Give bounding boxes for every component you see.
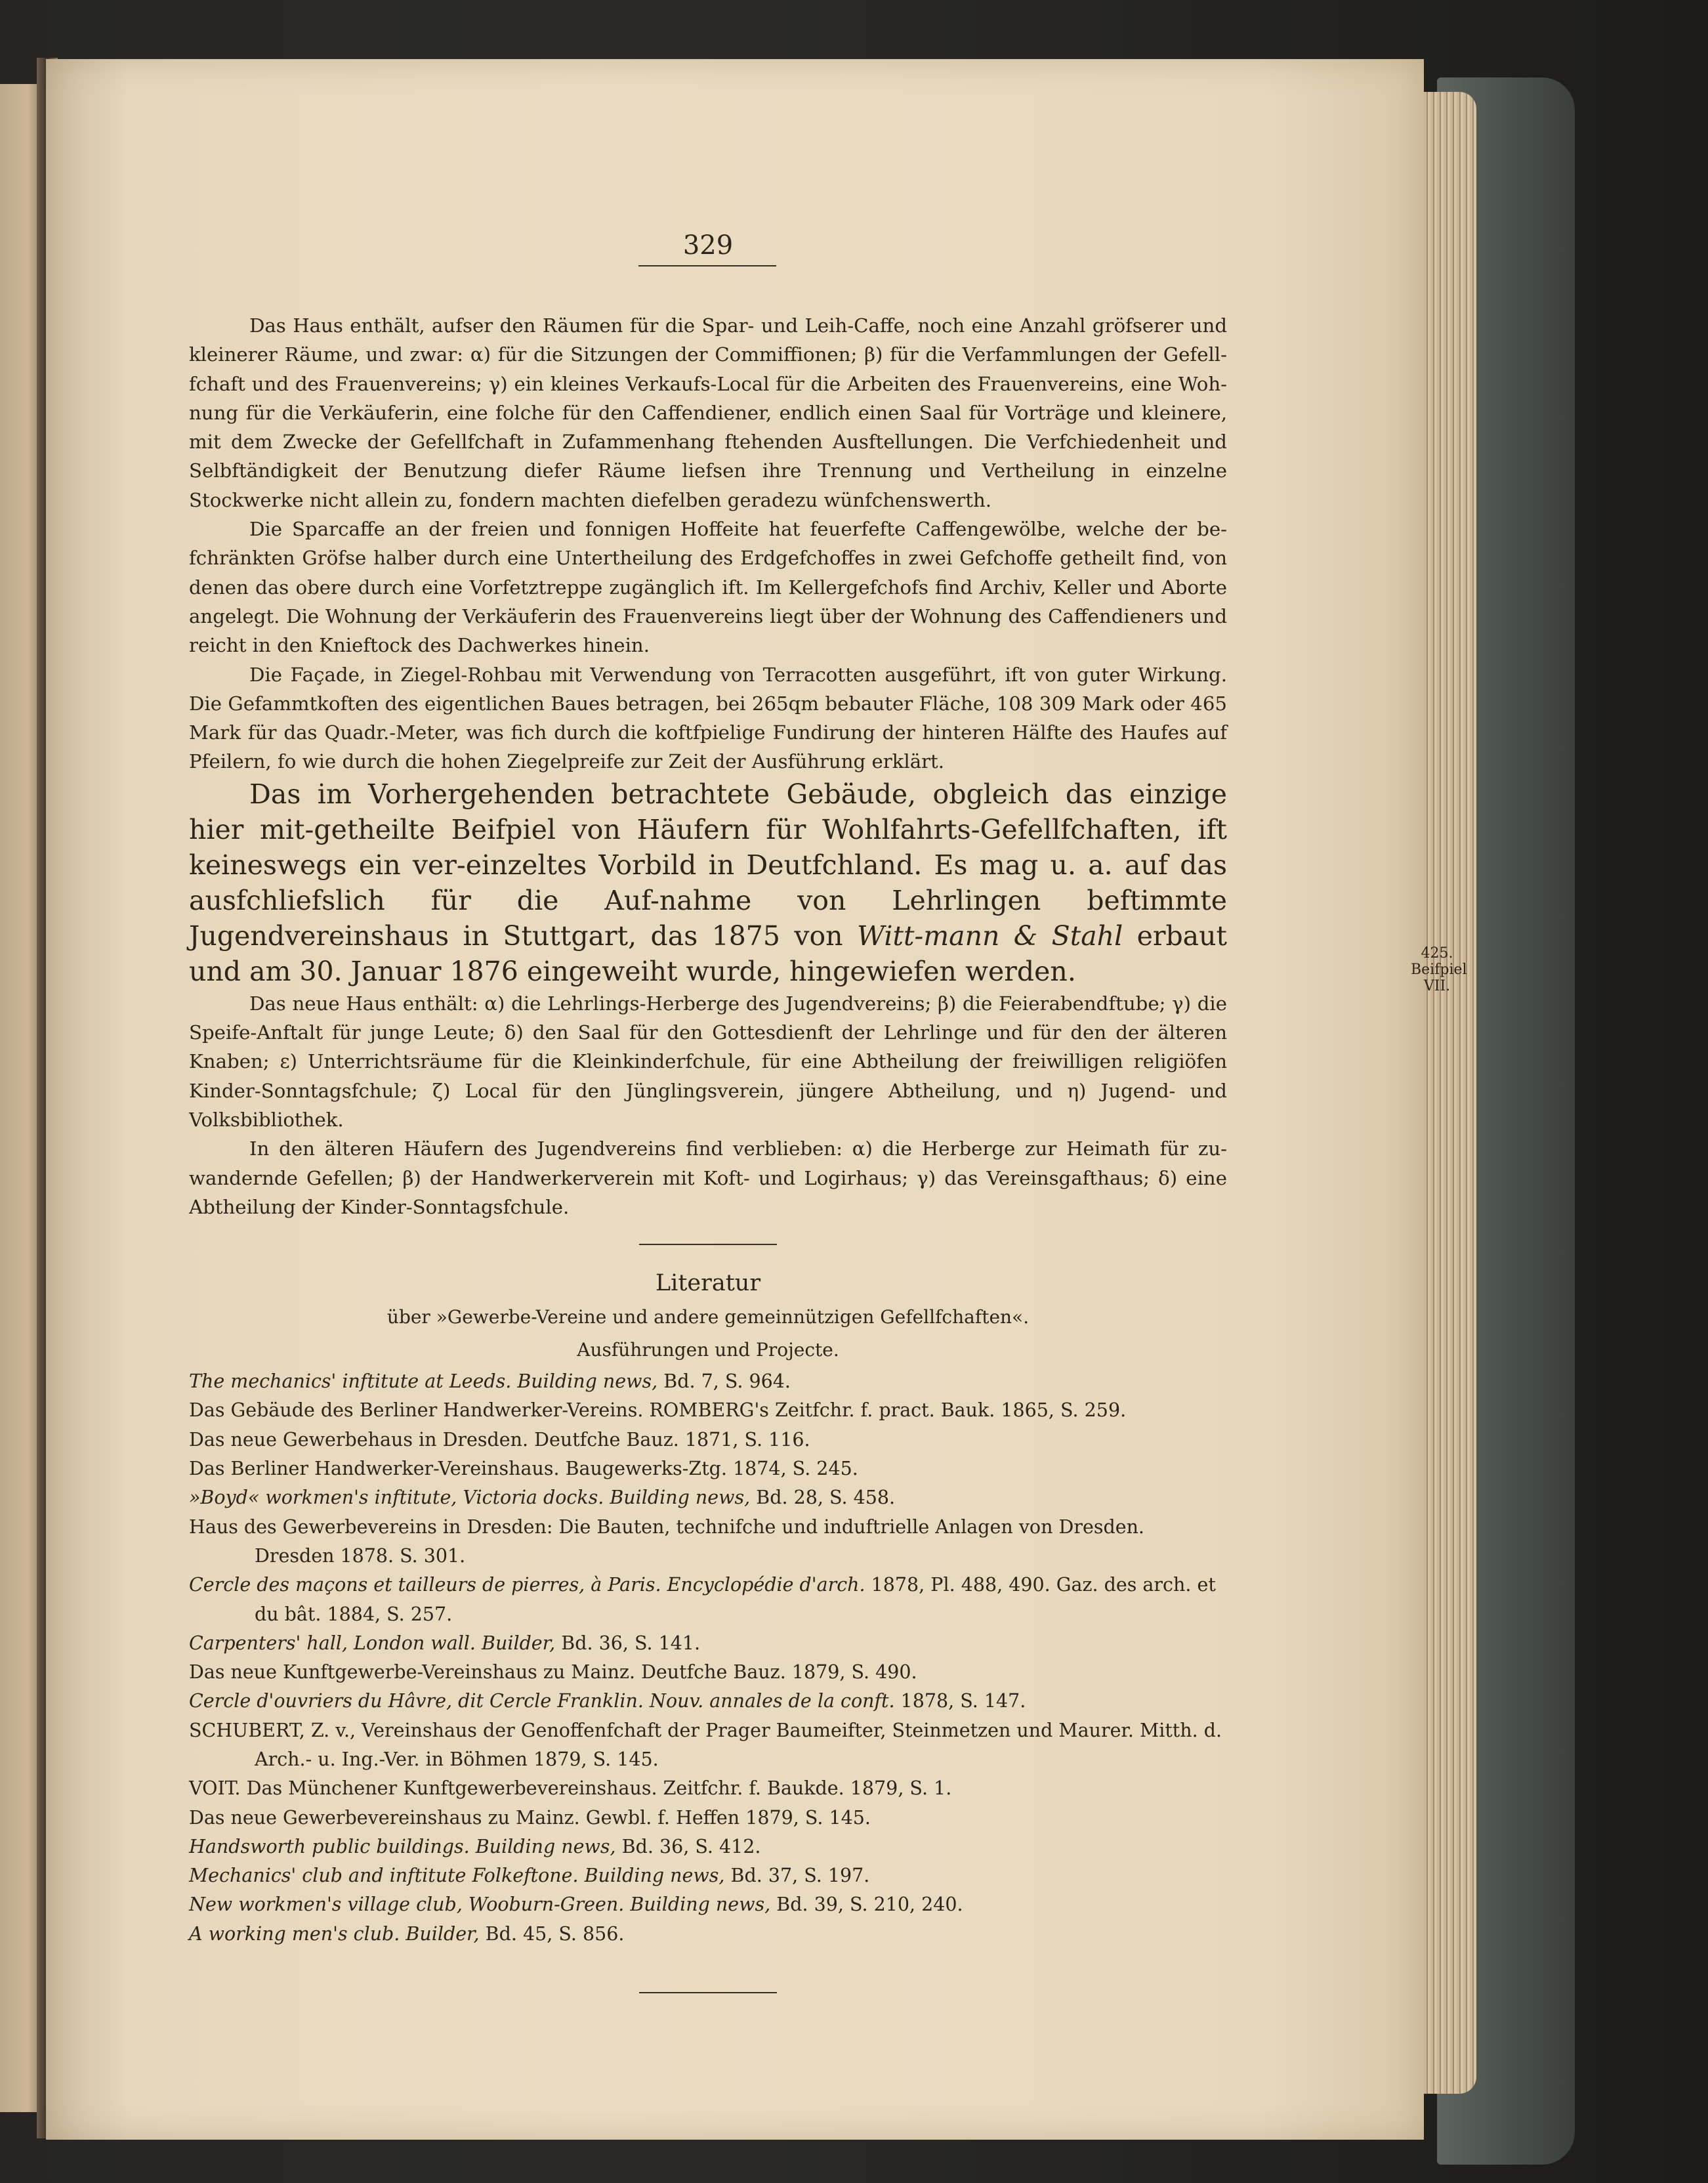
entry-text: Das neue Kunftgewerbe-Vereinshaus zu Mainz. Deutfche Bauz. 1879, S. 490. [189,1661,917,1684]
entry-italic: »Boyd« workmen's inftitute, Victoria docks. Building news, [189,1487,751,1509]
main-paragraph [189,776,1227,989]
margin-note-roman: VII. [1423,978,1451,994]
entry-italic: Carpenters' hall, London wall. Builder, [189,1632,556,1654]
literature-list [189,1367,1227,1949]
main-paragraph-text-end: erbaut und am 30. Januar 1876 eingeweiht wurde, hingewiefen werden. [189,920,1228,987]
entry-text: 1878, S. 147. [894,1690,1026,1712]
literature-entry [189,1396,1227,1425]
entry-text: Das Berliner Handwerker-Vereinshaus. Baugewerks-Ztg. 1874, S. 245. [189,1458,858,1480]
entry-text: Das neue Gewerbehaus in Dresden. Deutfche Bauz. 1871, S. 116. [189,1428,810,1451]
book-page [46,59,1467,2140]
margin-note [1411,945,1467,994]
paragraph: In den älteren Häufern des Jugendvereins find verblieben: α) die Herberge zur Heimath für zu-wandernde Gefellen; β) der Handwerkerverein mit Koft- und Logirhaus; γ) das Vereinsgafthaus; δ) eine Abtheilung der Kinder-Sonntagsfchule. [189,1137,1227,1218]
literature-entry [189,1774,1227,1803]
literature-entry [189,1833,1227,1861]
main-paragraph-text: Das im Vorhergehenden betrachtete Gebäude, obgleich das einzige hier mit-getheilte Beifpiel von Häufern für Wohlfahrts-Gefellfchaften, ift keineswegs ein ver-einzeltes Vorbild in Deutfchland. Es mag u. a. auf das ausfchliefslich für die Auf-nahme von Lehrlingen beftimmte Jugendvereinshaus in Stuttgart, das 1875 von [189,778,1227,952]
entry-text: 1878, Pl. 488, 490. Gaz. des arch. et du bât. 1884, S. 257. [255,1574,1216,1625]
literature-subtitle: über »Gewerbe-Vereine und andere gemeinnützigen Gefellfchaften«. [386,1306,1030,1328]
literature-entry [189,1629,1227,1658]
page-number: 329 [682,230,734,261]
literature-entry [189,1804,1227,1833]
entry-text: SCHUBERT, Z. v., Vereinshaus der Genoffenfchaft der Prager Baumeifter, Steinmetzen und Maurer. Mitth. d. Arch.- u. Ing.-Ver. in Böhmen 1879, S. 145. [189,1719,1222,1770]
margin-note-number: 425. [1421,945,1453,962]
page-number-rule [638,265,776,266]
paragraph: Das neue Haus enthält: α) die Lehrlings-Herberge des Jugendvereins; β) die Feierabendftube; γ) die Speife-Anftalt für junge Leute; δ) den Saal für den Gottesdienft der Lehrlinge und für den der älteren Knaben; ε) Unterrichtsräume für die Kleinkinderfchule, für eine Abtheilung der freiwilligen religiöfen Kinder-Sonntagsfchule; ζ) Local für den Jünglingsverein, jüngere Abtheilung, und η) Jugend- und Volksbibliothek. [189,992,1227,1131]
entry-text: Bd. 37, S. 197. [724,1865,870,1887]
entry-text: Bd. 39, S. 210, 240. [770,1894,963,1916]
entry-italic: Cercle des maçons et tailleurs de pierres, à Paris. Encyclopédie d'arch. [189,1574,865,1596]
literature-entry [189,1687,1227,1716]
section-rule [639,1244,777,1245]
entry-italic: The mechanics' inftitute at Leeds. Building news, [189,1370,658,1393]
literature-entry [189,1920,1227,1949]
entry-text: VOIT. Das Münchener Kunftgewerbevereinshaus. Zeitfchr. f. Baukde. 1879, S. 1. [189,1777,952,1800]
literature-entry [189,1571,1227,1629]
literature-entry [189,1513,1227,1571]
entry-italic: A working men's club. Builder, [189,1922,480,1945]
literature-entry [189,1716,1227,1775]
entry-text: Bd. 28, S. 458. [750,1487,896,1509]
literature-section: Ausführungen und Projecte. [577,1339,839,1361]
entry-text: Bd. 45, S. 856. [479,1922,625,1945]
entry-italic: Handsworth public buildings. Building news, [189,1835,616,1857]
entry-italic: Mechanics' club and inftitute Folkeftone. Building news, [189,1865,725,1887]
literature-entry [189,1483,1227,1512]
entry-text: Das Gebäude des Berliner Handwerker-Vereins. ROMBERG's Zeitfchr. f. pract. Bauk. 1865, S. 259. [189,1399,1127,1422]
entry-text: Das neue Gewerbevereinshaus zu Mainz. Gewbl. f. Heffen 1879, S. 145. [189,1806,871,1829]
paragraph: Die Sparcaffe an der freien und fonnigen Hoffeite hat feuerfefte Caffengewölbe, welche der be-fchränkten Gröfse halber durch eine Untertheilung des Erdgefchoffes in zwei Gefchoffe getheilt find, von denen das obere durch eine Vorfetztreppe zugänglich ift. Im Kellergefchofs find Archiv, Keller und Aborte angelegt. Die Wohnung der Verkäuferin des Frauenvereins liegt über der Wohnung des Caffendieners und reicht in den Knieftock des Dachwerkes hinein. [189,518,1227,657]
literature-entry [189,1426,1227,1454]
entry-text: Bd. 36, S. 141. [555,1632,701,1654]
literature-entry [189,1890,1227,1919]
literature-entry [189,1861,1227,1890]
entry-italic: Cercle d'ouvriers du Hâvre, dit Cercle Franklin. Nouv. annales de la conft. [189,1690,895,1712]
paragraph: Die Façade, in Ziegel-Rohbau mit Verwendung von Terracotten ausgeführt, ift von guter Wirkung. Die Gefammtkoften des eigentlichen Baues betragen, bei 265qm bebauter Fläche, 108 309 Mark oder 465 Mark für das Quadr.-Meter, was fich durch die koftfpielige Fundirung der hinteren Hälfte des Haufes auf Pfeilern, fo wie durch die hohen Ziegelpreife zur Zeit der Ausführung erklärt. [189,663,1227,773]
end-rule [639,1992,777,1993]
literature-title: Literatur [655,1270,761,1297]
entry-text: Bd. 36, S. 412. [615,1835,761,1857]
entry-text: Haus des Gewerbevereins in Dresden: Die Bauten, technifche und induftrielle Anlagen von Dresden. Dresden 1878. S. 301. [189,1515,1144,1567]
literature-entry [189,1658,1227,1687]
margin-note-label: Beifpiel [1411,962,1467,978]
architect-names: Witt-mann & Stahl [856,920,1123,952]
entry-text: Bd. 7, S. 964. [657,1370,791,1393]
entry-italic: New workmen's village club, Wooburn-Green. Building news, [189,1894,771,1916]
literature-entry [189,1367,1227,1396]
left-page-edge [0,84,39,2112]
body-text [189,311,1227,1993]
paragraph: Das Haus enthält, aufser den Räumen für die Spar- und Leih-Caffe, noch eine Anzahl gröfserer und kleinerer Räume, und zwar: α) für die Sitzungen der Commiffionen; β) für die Verfammlungen der Gefell-fchaft und des Frauenvereins; γ) ein kleines Verkaufs-Local für die Arbeiten des Frauenvereins, eine Woh-nung für die Verkäuferin, eine folche für den Caffendiener, endlich einen Saal für Vorträge und kleinere, mit dem Zwecke der Gefellfchaft in Zufammenhang ftehenden Ausftellungen. Die Verfchiedenheit und Selbftändigkeit der Benutzung diefer Räume liefsen ihre Trennung und Vertheilung in einzelne Stockwerke nicht allein zu, fondern machten diefelben geradezu wünfchenswerth. [189,314,1227,511]
literature-entry [189,1454,1227,1483]
